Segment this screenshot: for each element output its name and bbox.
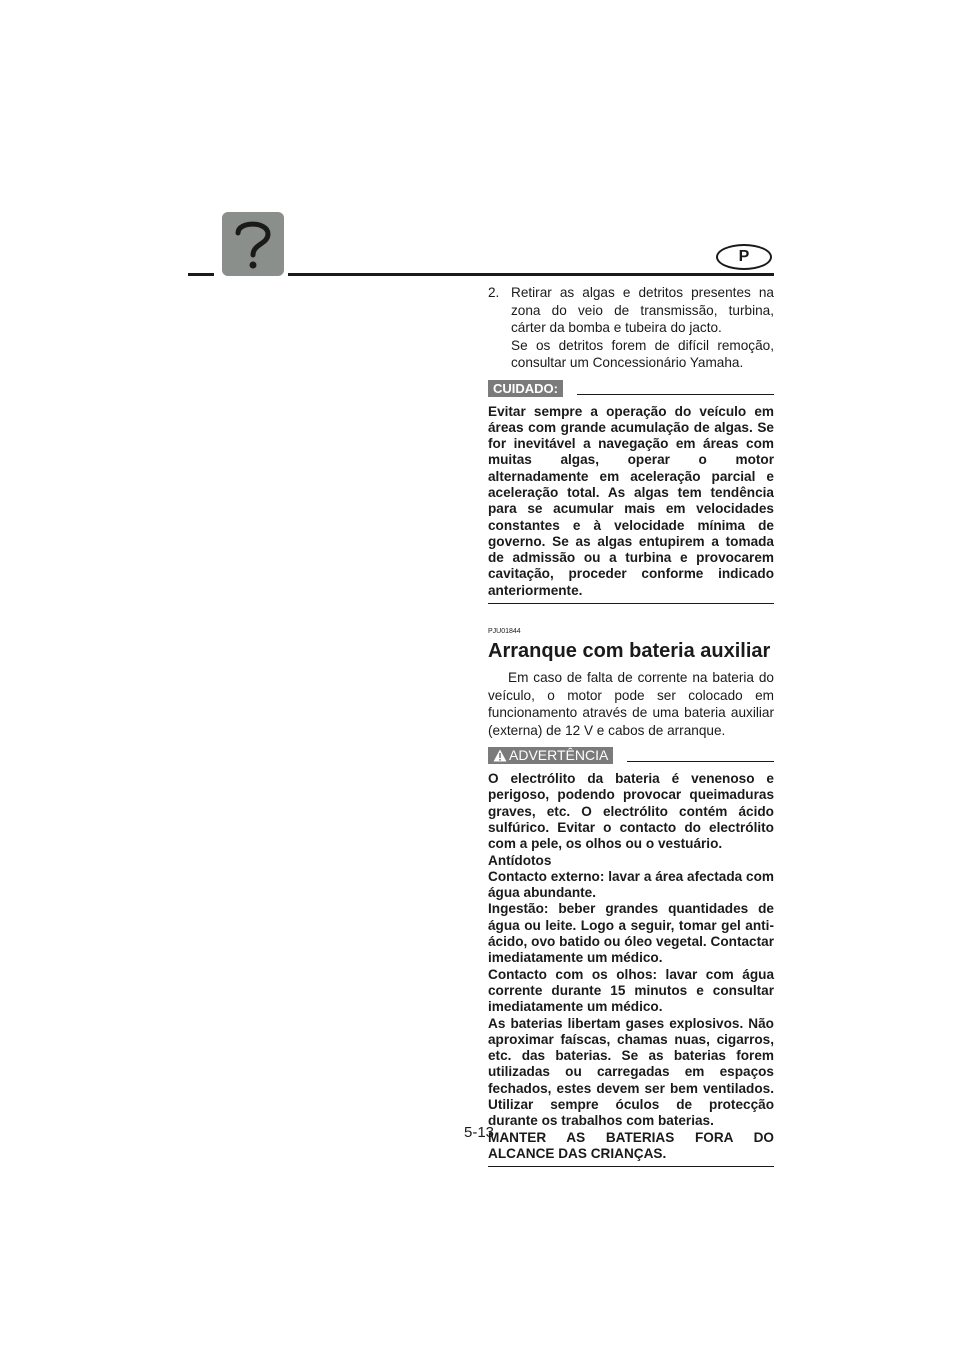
warning-header xyxy=(488,747,774,764)
section-intro: Em caso de falta de corrente na bateria do veículo, o motor pode ser colocado em funcionamento através de uma bateria auxiliar (externa) de 12 V e cabos de arranque. xyxy=(488,670,774,738)
warning-text: O electrólito da bateria é venenoso e perigoso, podendo provocar queimaduras graves, etc. O electrólito contém ácido sulfúrico. Evitar o contacto do electrólito com a pele, os olhos ou o vestuário. xyxy=(488,771,774,852)
warning-ingestion: Ingestão: beber grandes quantidades de água ou leite. Logo a seguir, tomar gel anti-ácido, ovo batido ou óleo vegetal. Contactar imediatamente um médico. xyxy=(488,901,774,966)
warning-label: ADVERTÊNCIA xyxy=(509,747,609,764)
warning-rule xyxy=(627,761,774,762)
warning-explosive-gases: As baterias libertam gases explosivos. Não aproximar faíscas, chamas nuas, cigarros, etc. das baterias. Se as baterias forem utilizadas ou carregadas em espaços fechados, estes devem ser bem ventilados. Utilizar sempre óculos de protecção durante os trabalhos com baterias. xyxy=(488,1015,774,1129)
main-content xyxy=(488,284,774,1167)
warning-keep-away: MANTER AS BATERIAS FORA DO ALCANCE DAS CRIANÇAS. xyxy=(488,1129,774,1161)
language-badge: P xyxy=(716,244,772,270)
step-number: 2. xyxy=(488,285,500,300)
warning-external-contact: Contacto externo: lavar a área afectada com água abundante. xyxy=(488,868,774,901)
caution-label: CUIDADO: xyxy=(488,380,563,397)
warning-body xyxy=(488,771,774,1167)
caution-body xyxy=(488,404,774,605)
step-2 xyxy=(488,284,774,372)
step-text: Retirar as algas e detritos presentes na zona do veio de transmissão, turbina, cárter da bomba e tubeira do jacto. xyxy=(511,285,774,335)
caution-text: Evitar sempre a operação do veículo em áreas com grande acumulação de algas. Se for inevitável a navegação em áreas com muitas algas, operar o motor alternadamente em aceleração parcial e aceleração total. As algas tem tendência para se acumular mais em velocidades constantes e à velocidade mínima de governo. Se as algas entupirem a tomada de admissão ou a turbina e provocarem cavitação, proceder conforme indicado anteriormente. xyxy=(488,403,774,598)
warning-antidotes-heading: Antídotos xyxy=(488,852,552,868)
warning-triangle-icon xyxy=(493,749,507,762)
header-rule-right xyxy=(288,273,774,276)
step-text-continued: Se os detritos forem de difícil remoção, consultar um Concessionário Yamaha. xyxy=(511,337,774,370)
header-rule-left xyxy=(188,273,214,276)
step-body xyxy=(511,284,774,372)
reference-code: PJU01844 xyxy=(488,628,521,636)
caution-header xyxy=(488,380,774,397)
warning-label-box xyxy=(488,747,613,764)
page-number: 5-13 xyxy=(464,1124,495,1141)
warning-eye-contact: Contacto com os olhos: lavar com água corrente durante 15 minutos e consultar imediatamente um médico. xyxy=(488,966,774,1015)
section-title: Arranque com bateria auxiliar xyxy=(488,640,771,663)
question-mark-icon xyxy=(222,212,284,276)
caution-rule xyxy=(577,394,774,395)
